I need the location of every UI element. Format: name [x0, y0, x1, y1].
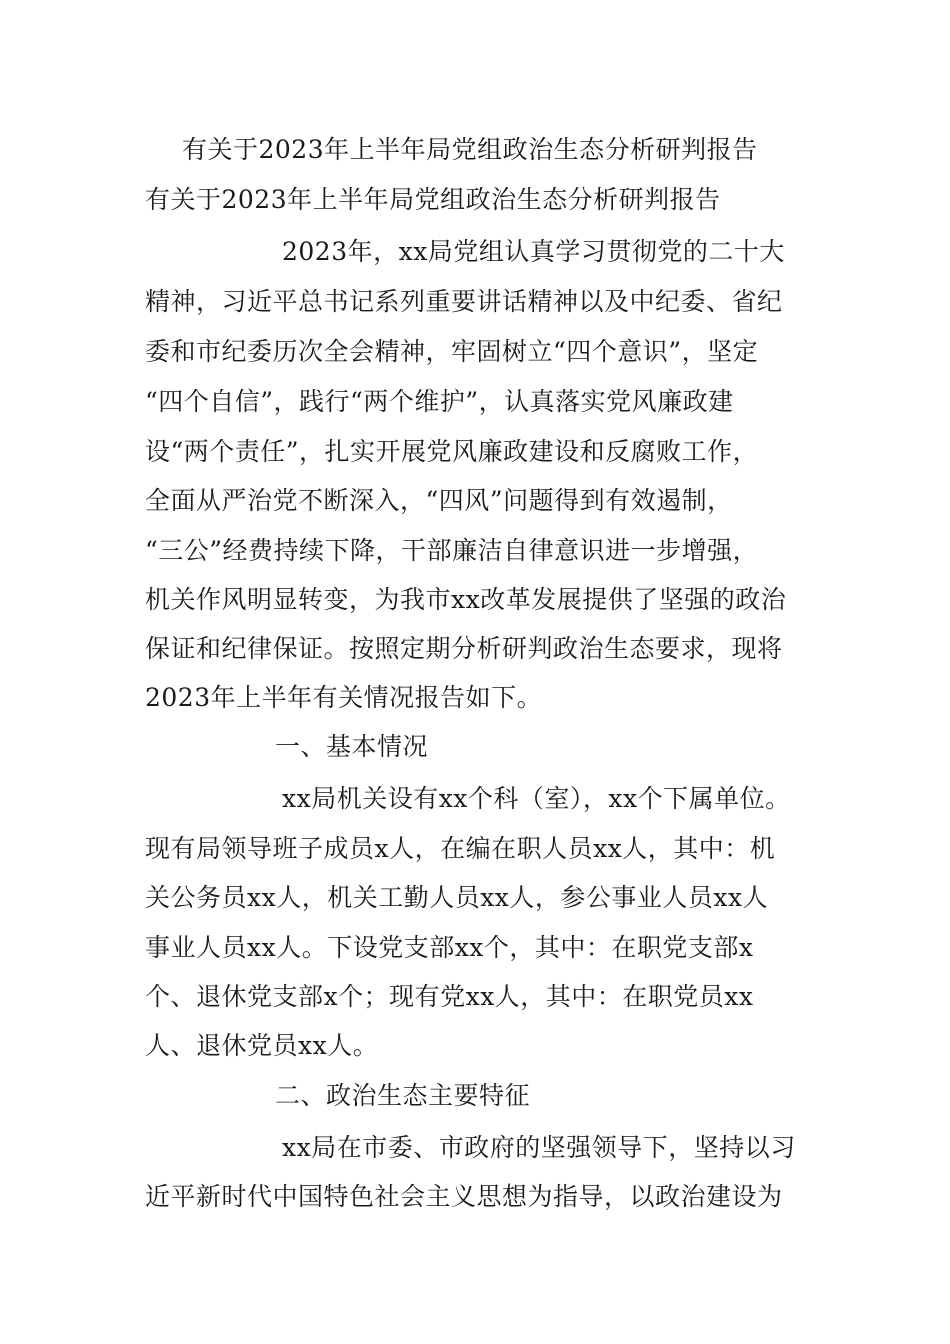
section-1-line: 现有局领导班子成员x人，在编在职人员xx人，其中：机 — [145, 834, 776, 863]
section-1-line: 事业人员xx人。下设党支部xx个，其中：在职党支部x — [145, 933, 754, 962]
intro-paragraph-line: “四个自信”，践行“两个维护”，认真落实党风廉政建 — [145, 387, 734, 416]
intro-paragraph-line: 全面从严治党不断深入，“四风”问题得到有效遏制， — [145, 486, 733, 515]
section-1-line: xx局机关设有xx个科（室），xx个下属单位。 — [282, 784, 791, 813]
section-heading-political-ecology: 二、政治生态主要特征 — [275, 1081, 531, 1110]
intro-paragraph-line: 2023年，xx局党组认真学习贯彻党的二十大 — [282, 237, 785, 266]
intro-paragraph-line: 设“两个责任”，扎实开展党风廉政建设和反腐败工作， — [145, 437, 759, 466]
intro-paragraph-line: “三公”经费持续下降，干部廉洁自律意识进一步增强， — [145, 536, 759, 565]
section-2-line: 近平新时代中国特色社会主义思想为指导，以政治建设为 — [145, 1182, 783, 1211]
intro-paragraph-line: 保证和纪律保证。按照定期分析研判政治生态要求，现将 — [145, 634, 783, 663]
section-2-line: xx局在市委、市政府的坚强领导下，坚持以习 — [282, 1133, 796, 1162]
intro-paragraph-line: 精神，习近平总书记系列重要讲话精神以及中纪委、省纪 — [145, 287, 783, 316]
intro-paragraph-line: 2023年上半年有关情况报告如下。 — [145, 683, 543, 712]
document-subtitle: 有关于2023年上半年局党组政治生态分析研判报告 — [145, 185, 721, 214]
section-1-line: 关公务员xx人，机关工勤人员xx人，参公事业人员xx人 — [145, 883, 769, 912]
section-1-line: 个、退休党支部x个；现有党xx人，其中：在职党员xx — [145, 982, 754, 1011]
section-1-line: 人、退休党员xx人。 — [145, 1031, 379, 1060]
intro-paragraph-line: 机关作风明显转变，为我市xx改革发展提供了坚强的政治 — [145, 585, 787, 614]
section-heading-basic-info: 一、基本情况 — [275, 732, 429, 761]
document-title: 有关于2023年上半年局党组政治生态分析研判报告 — [182, 135, 758, 164]
intro-paragraph-line: 委和市纪委历次全会精神，牢固树立“四个意识”，坚定 — [145, 337, 759, 366]
